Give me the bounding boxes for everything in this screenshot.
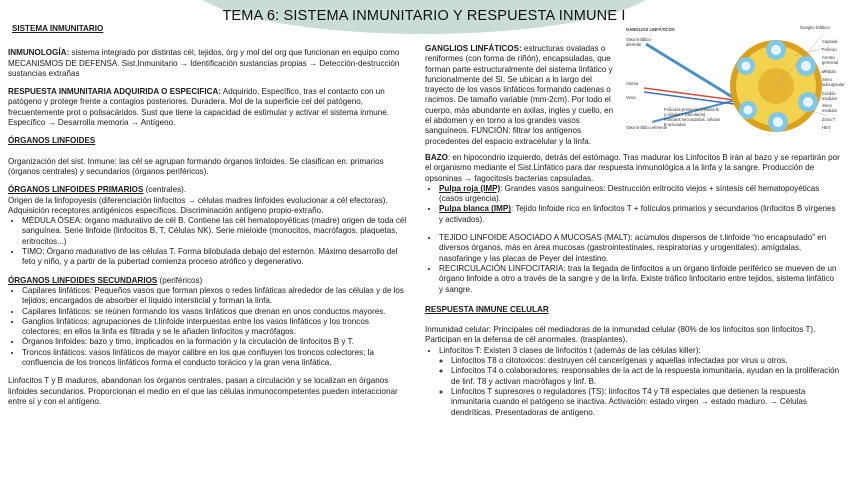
figure-label: Vaso linfático eferente	[626, 125, 668, 130]
celular-paragraph: Inmunidad celular: Principales cél mediadoras de la inmunidad celular (80% de los linfocitos son linfocitos T). Participan en la defensa de cél anormales. (trasplantes).	[425, 325, 816, 345]
figure-label: HEV	[822, 125, 831, 130]
figure-label: Cápsula	[822, 39, 838, 44]
list-item: • Capilares linfáticos: Pequeños vasos que forman plexos o redes linfáticas alrededor de las células y de los tejidos; encargados de absorber el líquido intersticial y forman la linfa.	[22, 286, 408, 307]
figure-label: Folículo	[822, 47, 837, 52]
list-item: • RECIRCULACIÓN LINFOCITARIA: tras la llegada de linfocitos a un órgano linfoide periférico se mueven de un órgano linfoide a otro a través de la sangre y de la linfa. Existe tráfico linfocitario entre tejidos, sistema linfático y sangre.	[439, 264, 840, 295]
figure-label: Vaso linfático aferente	[626, 37, 651, 47]
list-item: • Ganglios linfáticos: agrupaciones de t.linfoide interpuestas entre los vasos linfáticos y los troncos colectores; en ellos la linfa es filtrada y se le añaden linfocitos y macrófagos.	[22, 317, 408, 338]
figure-label: Ganglio linfático	[800, 25, 830, 30]
figure-label: Seno medular	[822, 103, 838, 113]
list-item: ◦ Linfocitos T4 o colaboradores: responsables de la act de la respuesta inmunitaria, ayudan en la proliferación de linf. T8 y activan macrófagos y linf. B.	[451, 366, 840, 387]
section-heading-celular: RESPUESTA INMUNE CELULAR	[425, 304, 549, 314]
figure-label: Médula	[822, 69, 836, 74]
list-item: • TEJIDO LINFOIDE ASOCIADO A MUCOSAS (MALT): acúmulos dispersos de t.linfoide “no encapsulado” en diversos órganos, más en área mucosas (gastrointestinales, respiratorias y urogenitales): amígdalas, nasofaringe y las placas de Peyer del intestino.	[439, 233, 840, 264]
figure-label: Vena	[626, 95, 636, 100]
list-item: • Pulpa blanca (IMP): Tejido linfoide rico en linfocitos T + folículos primarios y secundarios (linfocitos B vírgenes y activados).	[439, 204, 840, 225]
list-item: • Pulpa roja (IMP): Grandes vasos sanguíneos: Destrucción eritrocito viejos + síntesis cél hematopoyéticas (casos urgencia).	[439, 184, 840, 205]
figure-label: Arteria	[626, 81, 639, 86]
figure-legend: Folículos primarios (células B y células T foliculares)	[664, 107, 719, 117]
figure-label: Cordón medular	[822, 91, 838, 101]
germinal-center	[803, 97, 813, 107]
list-item: • Troncos linfáticos: vasos linfáticos de mayor calibre en los que confluyen los troncos colectores; la confluencia de los troncos linfáticos forma el conducto torácico y la gran vena linfática.	[22, 348, 408, 369]
list-item: • MÉDULA ÓSEA: órgano madurativo de cél B. Contiene las cél hematopoyéticas (madre) origen de toda cél sanguínea. Serie linfoide (linfocitos B, T, Células NK). Serie mieloide (monocitos, macrófagos, plaquetas, eritrocitos...)	[22, 216, 408, 247]
figure-label: Zona T	[822, 117, 836, 122]
adquirida-paragraph: RESPUESTA INMUNITARIA ADQUIRIDA O ESPECIFICA: Adquirido, Específico, tras el contacto con un patógeno y protege frente a contagios posteriores. Duradera. Mol de la superficie cel del patógeno, frecuentemente prot o polisacáridos. Sust que tiene la capacidad de estimular y activar el sistema inmune. Específico → Desarrolla memoria → Antígeno.	[8, 87, 390, 128]
list-item: • Órganos linfoides: bazo y timo, implicados en la formación y la circulación de linfocitos B y T.	[22, 337, 408, 347]
list-item: ◦ Linfocitos T supresores o reguladores (TS): linfocitos T4 y T8 especiales que detienen la respuesta inmunitaria cuando el patógeno se inactiva. Activación: estado virgen → estado maduro. → Células dendríticas. Presentadoras de antígeno.	[451, 387, 840, 418]
right-column	[425, 25, 845, 418]
left-column	[8, 24, 408, 415]
list-item: ◦ Linfocitos T8 o citotoxicos: destruyen cél cancerígenas y aquellas infectadas por virus u otros.	[451, 356, 840, 366]
primarios-block: ÓRGANOS LINFOIDES PRIMARIOS (centrales). Origen de la linfopoyesis (diferenciación linfocitos → células madres linfoides evolucionar a cél efectoras). Adquisición receptores antigénicos específicos. Discriminación antígeno propio-extraño. • MÉDULA ÓSEA: órgano madurativo de cél B. Contiene las cél hematopoyéticas (madre) origen de toda cél sanguínea. Serie linfoide (linfocitos B, T, Células NK). Serie mieloide (monocitos, macrófagos, plaquetas, eritrocitos...) • TIMO: Órgano madurativo de las células T. Forma bilobulada debajo del esternón. Máximo desarrollo del feto y niño, y a partir de la pubertad comienza proceso atrófico y degenerativo.	[8, 185, 408, 267]
germinal-center	[744, 106, 753, 115]
page-title: TEMA 6: SISTEMA INMUNITARIO Y RESPUESTA INMUNE I	[222, 8, 626, 24]
bazo-paragraph: BAZO: en hipocondrio izquierdo, detrás del estómago. Tras madurar los Linfocitos B irán al bazo y se repartirán por el organismo mediante el Sist.Linfático para dar respuesta inmunológica a la linfa y la sangre. Producción de opsoninas → fagocitosis bacterias capsuladas.	[425, 152, 840, 183]
section-heading-sistema: SISTEMA INMUNITARIO	[12, 24, 104, 33]
ganglios-paragraph: GANGLIOS LINFÁTICOS: estructuras ovaladas o reniformes (con forma de riñón), encapsuladas, que forman parte estructuralmente del sistema linfático y funcionalmente del SI. Se ubican a lo largo del trayecto de los vasos linfáticos formando cadenas o racimos. De tamaño variable (mm-2cm). Por todo el cuerpo, más abundante en axilas, ingles y cuello, en el abdomen y en torno a los grandes vasos sanguíneos. FUNCIÓN: filtrar los antígenos procedentes del espacio extracelular y la linfa.	[425, 44, 614, 146]
germinal-center	[771, 45, 781, 55]
germinal-center	[742, 62, 751, 71]
figure-label: Seno subcapsular	[822, 77, 845, 87]
figure-label: Centro germinal	[822, 55, 839, 65]
list-item: • Capilares linfáticos: se reúnen formando los vasos linfáticos que drenan en unos conductos mayores.	[22, 307, 408, 317]
list-item: • TIMO: Órgano madurativo de las células T. Forma bilobulada debajo del esternón. Máximo desarrollo del feto y niño, y a partir de la pubertad comienza proceso atrófico y degenerativo.	[22, 247, 408, 268]
secundarios-block: ÓRGANOS LINFOIDES SECUNDARIOS (periféricos) • Capilares linfáticos: Pequeños vasos que forman plexos o redes linfáticas alrededor de las células y de los tejidos; encargados de absorber el líquido intersticial y forman la linfa. • Capilares linfáticos: se reúnen formando los vasos linfáticos que drenan en unos conductos mayores. • Ganglios linfáticos: agrupaciones de t.linfoide interpuestas entre los vasos linfáticos y los troncos colectores; en ellos la linfa es filtrada y se le añaden linfocitos y macrófagos. • Órganos linfoides: bazo y timo, implicados en la formación y la circulación de linfocitos B y T. • Troncos linfáticos: vasos linfáticos de mayor calibre en los que confluyen los troncos colectores; la confluencia de los troncos linfáticos forma el conducto torácico y la gran vena linfática.	[8, 276, 408, 369]
list-item: • Linfocitos T: Existen 3 clases de linfocitos t (además de las células killer): ◦ Linfocitos T8 o citotoxicos: destruyen cél cancerígenas y aquellas infectadas por virus u otros. ◦ Linfocitos T4 o colaboradores: responsables de la act de la respuesta inmunitaria, ayudan en la proliferación de linf. T8 y activan macrófagos y linf. B. ◦ Linfocitos T supresores o reguladores (TS): linfocitos T4 y T8 especiales que detienen la respuesta inmunitaria cuando el patógeno se inactiva. Activación: estado virgen → estado maduro. → Células dendríticas. Presentadoras de antígeno.	[439, 346, 840, 418]
organos-paragraph: Organización del sist. Inmune: las cél se agrupan formando órganos linfoides. Se clasifican en: primarios (órganos centrales) y secundarios (órganos periféricos).	[8, 156, 384, 176]
germinal-center	[801, 61, 811, 71]
closing-paragraph: Linfocitos T y B maduros, abandonan los órganos centrales, pasan a circulación y se localizan en órganos linfoides secundarios. Proporcionan el medio en el que las células inmunocompetentes pueden interaccionar entre sí y con el antígeno.	[8, 376, 398, 406]
section-heading-organos: ÓRGANOS LINFOIDES	[8, 136, 96, 146]
inmunologia-paragraph: INMUNOLOGÍA: sistema integrado por distintas cél, tejidos, órg y mol del org que funcionan en equipo como MECANISMOS DE DEFENSA. Sist.Inmunitario → Identificación sustancias propias → Detección-destrucción sustancias extrañas	[8, 48, 400, 78]
figure-legend: Folículos secundarios: células B activadas	[664, 117, 720, 127]
figure-title: GANGLIOS LINFÁTICOS	[626, 27, 675, 32]
lymph-node-figure	[624, 25, 845, 138]
germinal-center	[773, 117, 783, 127]
